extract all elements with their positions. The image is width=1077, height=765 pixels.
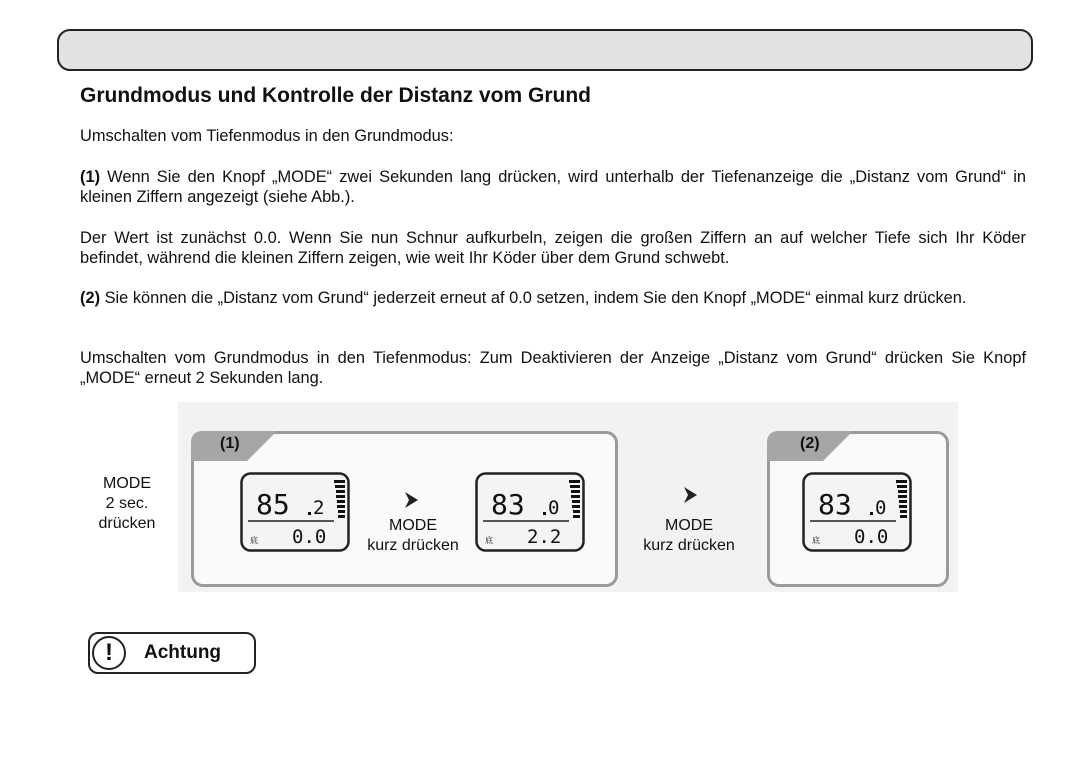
section-title: Grundmodus und Kontrolle der Distanz vom Grund — [80, 84, 592, 107]
paragraph-value-info — [80, 228, 1026, 268]
arrow-right-icon — [403, 491, 419, 509]
warning-box — [88, 632, 256, 674]
paragraph-number: (1) — [80, 168, 101, 186]
ground-icon: 底 — [250, 536, 258, 545]
decimal-point — [870, 512, 873, 515]
paragraph-text: Wenn Sie den Knopf „MODE“ zwei Sekunden lang drücken, wird unterhalb der Tiefenanzeige die „Distanz vom Grund“ in kleinen Ziffern angezeigt (siehe Abb.). — [80, 168, 1026, 206]
label-line: MODE — [103, 475, 151, 492]
ground-distance: 0.0 — [292, 526, 327, 548]
lcd-display-1 — [240, 472, 350, 552]
panel-number: (1) — [220, 435, 240, 452]
label-line: kurz drücken — [643, 537, 735, 554]
header-bar — [57, 29, 1033, 71]
depth-integer: 83 — [491, 488, 525, 521]
label-line: drücken — [98, 515, 156, 532]
decimal-point — [308, 512, 311, 515]
mode-short-press-label — [358, 516, 468, 556]
label-line: MODE — [389, 517, 437, 534]
ground-icon: 底 — [485, 536, 493, 545]
mode-2sec-label — [96, 474, 158, 534]
paragraph-step-1 — [80, 167, 1026, 207]
paragraph-step-2 — [80, 288, 1026, 308]
decimal-point — [543, 512, 546, 515]
paragraph-deactivate — [80, 348, 1026, 388]
depth-integer: 85 — [256, 488, 290, 521]
label-line: 2 sec. — [105, 495, 149, 512]
arrow-right-icon — [682, 486, 698, 504]
paragraph-text: Umschalten vom Tiefenmodus in den Grundmodus: — [80, 127, 454, 145]
depth-decimal: 2 — [313, 497, 325, 519]
ground-distance: 0.0 — [854, 526, 889, 548]
paragraph-text: Sie können die „Distanz vom Grund“ jederzeit erneut af 0.0 setzen, indem Sie den Knopf „MODE“ einmal kurz drücken. — [104, 289, 967, 307]
lcd-display-2 — [475, 472, 585, 552]
depth-decimal: 0 — [875, 497, 887, 519]
paragraph-text: Der Wert ist zunächst 0.0. Wenn Sie nun Schnur aufkurbeln, zeigen die großen Ziffern an auf welcher Tiefe sich Ihr Köder befindet, während die kleinen Ziffern zeigen, wie weit Ihr Köder über dem Grund schwebt. — [80, 229, 1026, 267]
mode-short-press-label — [634, 516, 744, 556]
label-line: MODE — [665, 517, 713, 534]
paragraph-text: Umschalten vom Grundmodus in den Tiefenmodus: Zum Deaktivieren der Anzeige „Distanz vom Grund“ drücken Sie Knopf „MODE“ erneut 2 Sekunden lang. — [80, 349, 1026, 387]
paragraph-number: (2) — [80, 289, 101, 307]
ground-distance: 2.2 — [527, 526, 562, 548]
panel-number: (2) — [800, 435, 820, 452]
lcd-screen — [240, 472, 350, 552]
lcd-screen — [802, 472, 912, 552]
lcd-screen — [475, 472, 585, 552]
paragraph-intro — [80, 126, 1026, 146]
depth-decimal: 0 — [548, 497, 560, 519]
depth-integer: 83 — [818, 488, 852, 521]
exclamation-icon: ! — [92, 636, 126, 670]
warning-label: Achtung — [144, 642, 222, 663]
label-line: kurz drücken — [367, 537, 459, 554]
ground-icon: 底 — [812, 536, 820, 545]
lcd-display-3 — [802, 472, 912, 552]
